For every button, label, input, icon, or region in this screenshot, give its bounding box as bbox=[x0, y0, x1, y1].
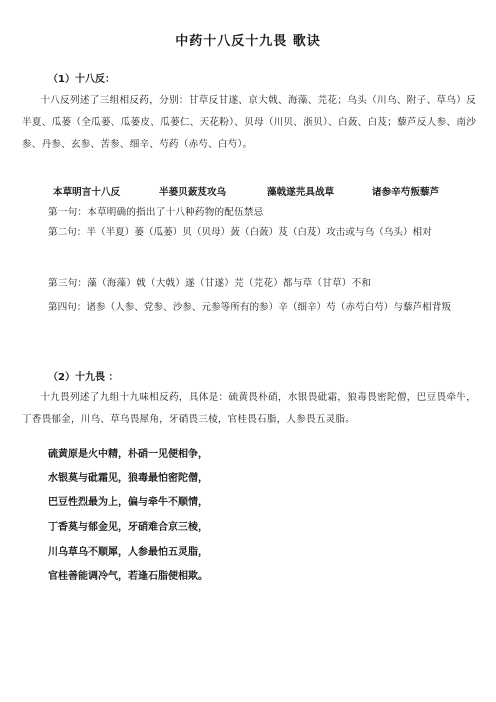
section-heading-eighteen-antagonisms: （1）十八反： bbox=[48, 74, 115, 85]
verse-line: 丁香莫与郁金见，牙硝难合京三棱， bbox=[48, 522, 208, 533]
verse-line: 硫黄原是火中精，朴硝一见便相争， bbox=[48, 449, 208, 460]
explanation-line: 第二句：半（半夏）蒌（瓜蒌）贝（贝母）蔹（白蔹）芨（白芨）攻击或与乌（乌头）相对 bbox=[48, 227, 432, 238]
verse-line: 水银莫与砒霜见，狼毒最怕密陀僧， bbox=[48, 473, 208, 484]
eighteen-antagonisms-paragraph: 十八反列述了三组相反药，分别：甘草反甘遂、京大戟、海藻、芫花；乌头（川乌、附子、草乌）反半夏、瓜蒌（全瓜蒌、瓜蒌皮、瓜蒌仁、天花粉）、贝母（川贝、浙贝）、白蔹、白芨；藜芦反人参、南沙参、丹参、玄参、苦参、细辛、芍药（赤芍、白芍）。 bbox=[22, 95, 476, 150]
mnemonic-phrase: 本草明言十八反 bbox=[53, 187, 121, 198]
explanation-line: 第一句：本草明确的指出了十八种药物的配伍禁忌 bbox=[48, 207, 264, 218]
mnemonic-phrase: 半蒌贝蔹芨攻乌 bbox=[159, 187, 227, 198]
explanation-line: 第三句：藻（海藻）戟（大戟）遂（甘遂）芫（芫花）都与草（甘草）不和 bbox=[48, 278, 372, 289]
mnemonic-phrase: 藻戟遂芫具战草 bbox=[267, 187, 335, 198]
section-heading-nineteen-incompatibilities: （2）十九畏 ： bbox=[48, 372, 119, 383]
nineteen-incompatibilities-paragraph: 十九畏列述了九组十九味相反药，具体是：硫黄畏朴硝，水银畏砒霜，狼毒畏密陀僧，巴豆畏牵牛，丁香畏郁金，川乌、草乌畏犀角，牙硝畏三棱，官桂畏石脂，人参畏五灵脂。 bbox=[22, 392, 476, 425]
verse-line: 川乌草乌不顺犀，人参最怕五灵脂， bbox=[48, 547, 208, 558]
explanation-line: 第四句：诸参（人参、党参、沙参、元参等所有的参）辛（细辛）芍（赤芍白芍）与藜芦相背叛 bbox=[48, 302, 451, 313]
mnemonic-phrase: 诸参辛芍叛藜芦 bbox=[372, 187, 440, 198]
verse-line: 官桂善能调冷气，若逢石脂便相欺。 bbox=[48, 571, 208, 582]
verse-line: 巴豆性烈最为上，偏与牵牛不顺情， bbox=[48, 497, 208, 508]
page-title: 中药十八反十九畏 歌诀 bbox=[175, 34, 321, 49]
